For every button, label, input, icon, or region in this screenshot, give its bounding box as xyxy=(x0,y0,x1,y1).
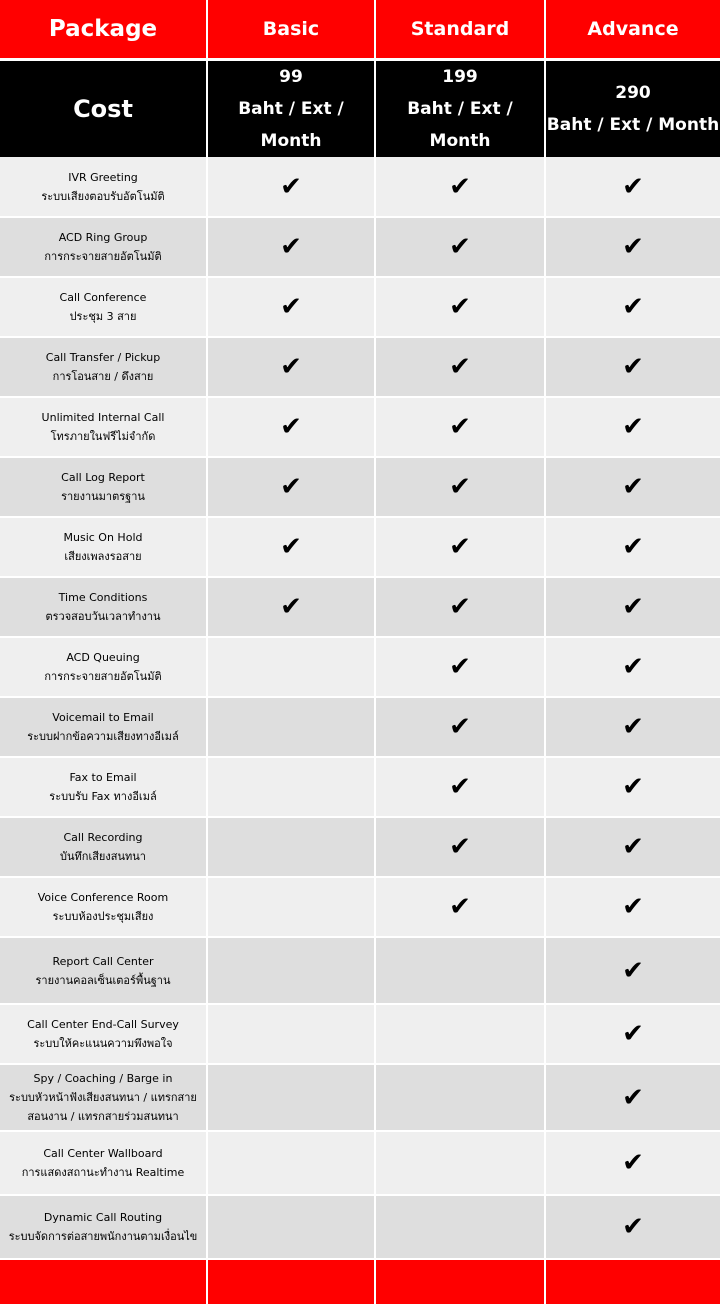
check-icon: ✔ xyxy=(280,292,302,322)
feature-name-en: Fax to Email xyxy=(69,771,137,784)
check-icon: ✔ xyxy=(622,1019,644,1049)
feature-name-th: ประชุม 3 สาย xyxy=(69,310,137,323)
availability-advance xyxy=(545,217,720,277)
feature-name-th: การแสดงสถานะทำงาน Realtime xyxy=(21,1166,185,1179)
feature-name-en: ACD Queuing xyxy=(66,651,140,664)
feature-row xyxy=(0,157,720,217)
feature-name-en: Unlimited Internal Call xyxy=(41,411,165,424)
feature-name-th-line2: สอนงาน / แทรกสายร่วมสนทนา xyxy=(27,1110,179,1123)
feature-name-cell xyxy=(0,637,207,697)
check-icon: ✔ xyxy=(622,772,644,802)
feature-row xyxy=(0,1004,720,1064)
feature-row xyxy=(0,1195,720,1259)
feature-name-th: การกระจายสายอัตโนมัติ xyxy=(44,670,162,683)
check-icon: ✔ xyxy=(622,412,644,442)
feature-name-th: เสียงเพลงรอสาย xyxy=(64,550,142,563)
availability-standard xyxy=(375,817,545,877)
feature-name-th: ระบบรับ Fax ทางอีเมล์ xyxy=(49,790,157,803)
feature-row xyxy=(0,517,720,577)
feature-name-en: Time Conditions xyxy=(58,591,148,604)
availability-standard xyxy=(375,637,545,697)
cost-row xyxy=(0,61,720,157)
availability-basic xyxy=(207,697,375,757)
availability-basic xyxy=(207,337,375,397)
feature-row xyxy=(0,697,720,757)
feature-row xyxy=(0,877,720,937)
availability-advance xyxy=(545,397,720,457)
check-icon: ✔ xyxy=(622,892,644,922)
check-icon: ✔ xyxy=(622,352,644,382)
availability-standard xyxy=(375,1064,545,1131)
availability-basic xyxy=(207,277,375,337)
check-icon: ✔ xyxy=(449,232,471,262)
availability-advance xyxy=(545,757,720,817)
cost-standard xyxy=(375,61,545,157)
check-icon: ✔ xyxy=(449,532,471,562)
feature-name-en: Music On Hold xyxy=(63,531,143,544)
check-icon: ✔ xyxy=(449,352,471,382)
check-icon: ✔ xyxy=(622,472,644,502)
plan-header-basic: Basic xyxy=(207,0,375,58)
availability-basic xyxy=(207,217,375,277)
check-icon: ✔ xyxy=(449,472,471,502)
plan-header-standard: Standard xyxy=(375,0,545,58)
price-advance: 290 xyxy=(615,83,651,103)
availability-advance xyxy=(545,577,720,637)
feature-name-en: Voicemail to Email xyxy=(52,711,154,724)
check-icon: ✔ xyxy=(280,412,302,442)
feature-name-cell xyxy=(0,1064,207,1131)
availability-basic xyxy=(207,637,375,697)
feature-name-cell xyxy=(0,757,207,817)
check-icon: ✔ xyxy=(280,171,302,202)
availability-basic xyxy=(207,1004,375,1064)
plan-header-advance: Advance xyxy=(545,0,720,58)
feature-name-th: ระบบห้องประชุมเสียง xyxy=(52,910,154,923)
availability-basic xyxy=(207,157,375,217)
feature-name-cell xyxy=(0,697,207,757)
feature-name-th: ตรวจสอบวันเวลาทำงาน xyxy=(45,610,161,623)
availability-standard xyxy=(375,157,545,217)
feature-name-en: Call Transfer / Pickup xyxy=(45,351,161,364)
feature-name-cell xyxy=(0,157,207,217)
check-icon: ✔ xyxy=(280,472,302,502)
feature-row xyxy=(0,817,720,877)
availability-standard xyxy=(375,1131,545,1195)
availability-standard xyxy=(375,1195,545,1259)
availability-basic xyxy=(207,517,375,577)
feature-row xyxy=(0,1064,720,1131)
availability-advance xyxy=(545,937,720,1004)
feature-name-cell xyxy=(0,877,207,937)
feature-row xyxy=(0,637,720,697)
price-unit-standard: Baht / Ext / Month xyxy=(407,99,513,151)
check-icon: ✔ xyxy=(622,712,644,742)
check-icon: ✔ xyxy=(622,832,644,862)
availability-advance xyxy=(545,1131,720,1195)
availability-basic xyxy=(207,1195,375,1259)
feature-row xyxy=(0,277,720,337)
availability-standard xyxy=(375,397,545,457)
feature-name-cell xyxy=(0,817,207,877)
availability-standard xyxy=(375,517,545,577)
feature-name-en: Call Center End-Call Survey xyxy=(27,1018,179,1031)
feature-name-en: Call Log Report xyxy=(61,471,145,484)
feature-name-en: ACD Ring Group xyxy=(58,231,148,244)
feature-name-en: Call Recording xyxy=(63,831,143,844)
availability-advance xyxy=(545,517,720,577)
availability-standard xyxy=(375,877,545,937)
feature-row xyxy=(0,337,720,397)
feature-name-cell xyxy=(0,517,207,577)
feature-name-th: ระบบหัวหน้าฟังเสียงสนทนา / แทรกสาย xyxy=(9,1091,197,1104)
check-icon: ✔ xyxy=(622,292,644,322)
feature-name-cell xyxy=(0,1195,207,1259)
check-icon: ✔ xyxy=(449,712,471,742)
feature-row xyxy=(0,457,720,517)
check-icon: ✔ xyxy=(622,232,644,262)
availability-advance xyxy=(545,877,720,937)
check-icon: ✔ xyxy=(280,592,302,622)
feature-name-th: การกระจายสายอัตโนมัติ xyxy=(44,250,162,263)
feature-name-cell xyxy=(0,337,207,397)
feature-name-cell xyxy=(0,277,207,337)
feature-name-en: IVR Greeting xyxy=(68,170,138,184)
availability-basic xyxy=(207,1131,375,1195)
availability-standard xyxy=(375,577,545,637)
feature-name-cell xyxy=(0,1131,207,1195)
feature-name-cell xyxy=(0,217,207,277)
availability-advance xyxy=(545,337,720,397)
availability-advance xyxy=(545,1004,720,1064)
availability-basic xyxy=(207,397,375,457)
feature-name-cell xyxy=(0,397,207,457)
price-basic: 99 xyxy=(279,67,303,87)
availability-basic xyxy=(207,577,375,637)
availability-basic xyxy=(207,457,375,517)
check-icon: ✔ xyxy=(622,955,644,986)
header-row xyxy=(0,0,720,58)
availability-basic xyxy=(207,817,375,877)
feature-name-cell xyxy=(0,577,207,637)
feature-name-en: Report Call Center xyxy=(52,954,154,968)
feature-name-th: การโอนสาย / ดึงสาย xyxy=(52,370,154,383)
availability-standard xyxy=(375,937,545,1004)
check-icon: ✔ xyxy=(449,892,471,922)
feature-row xyxy=(0,757,720,817)
footer-bar xyxy=(0,1259,720,1304)
feature-row xyxy=(0,937,720,1004)
price-unit-advance: Baht / Ext / Month xyxy=(546,115,720,135)
feature-name-en: Dynamic Call Routing xyxy=(43,1211,163,1224)
cost-basic xyxy=(207,61,375,157)
availability-advance xyxy=(545,1064,720,1131)
feature-row xyxy=(0,397,720,457)
feature-name-th: ระบบจัดการต่อสายพนักงานตามเงื่อนไข xyxy=(8,1230,198,1243)
availability-standard xyxy=(375,1004,545,1064)
check-icon: ✔ xyxy=(622,1148,644,1178)
availability-advance xyxy=(545,817,720,877)
feature-name-th: รายงานมาตรฐาน xyxy=(61,490,145,503)
check-icon: ✔ xyxy=(280,232,302,262)
check-icon: ✔ xyxy=(280,352,302,382)
feature-name-th: รายงานคอลเซ็นเตอร์พื้นฐาน xyxy=(35,973,171,987)
check-icon: ✔ xyxy=(449,592,471,622)
availability-advance xyxy=(545,637,720,697)
check-icon: ✔ xyxy=(449,652,471,682)
availability-standard xyxy=(375,337,545,397)
check-icon: ✔ xyxy=(449,832,471,862)
feature-name-th: ระบบฝากข้อความเสียงทางอีเมล์ xyxy=(27,730,179,743)
feature-name-en: Call Center Wallboard xyxy=(43,1147,163,1160)
check-icon: ✔ xyxy=(622,592,644,622)
feature-row xyxy=(0,1131,720,1195)
check-icon: ✔ xyxy=(449,171,471,202)
availability-basic xyxy=(207,1064,375,1131)
availability-standard xyxy=(375,697,545,757)
availability-standard xyxy=(375,217,545,277)
feature-name-en: Spy / Coaching / Barge in xyxy=(33,1072,173,1085)
feature-row xyxy=(0,217,720,277)
availability-basic xyxy=(207,937,375,1004)
check-icon: ✔ xyxy=(622,171,644,202)
feature-name-cell xyxy=(0,457,207,517)
availability-advance xyxy=(545,157,720,217)
check-icon: ✔ xyxy=(622,532,644,562)
feature-name-en: Call Conference xyxy=(59,291,147,304)
feature-name-cell xyxy=(0,937,207,1004)
package-header: Package xyxy=(0,0,207,58)
feature-name-th: ระบบเสียงตอบรับอัตโนมัติ xyxy=(41,189,165,203)
availability-standard xyxy=(375,277,545,337)
price-standard: 199 xyxy=(442,67,478,87)
availability-advance xyxy=(545,1195,720,1259)
cost-label: Cost xyxy=(0,61,207,157)
check-icon: ✔ xyxy=(280,532,302,562)
availability-basic xyxy=(207,757,375,817)
cost-advance xyxy=(545,61,720,157)
availability-advance xyxy=(545,697,720,757)
feature-row xyxy=(0,577,720,637)
feature-name-th: บันทึกเสียงสนทนา xyxy=(60,850,146,863)
check-icon: ✔ xyxy=(622,1082,644,1113)
check-icon: ✔ xyxy=(449,292,471,322)
availability-advance xyxy=(545,457,720,517)
feature-name-th: โทรภายในฟรีไม่จำกัด xyxy=(50,430,156,443)
check-icon: ✔ xyxy=(449,412,471,442)
check-icon: ✔ xyxy=(449,772,471,802)
availability-advance xyxy=(545,277,720,337)
feature-name-cell xyxy=(0,1004,207,1064)
feature-name-en: Voice Conference Room xyxy=(37,891,169,904)
check-icon: ✔ xyxy=(622,652,644,682)
check-icon: ✔ xyxy=(622,1212,644,1242)
price-unit-basic: Baht / Ext / Month xyxy=(238,99,344,151)
availability-standard xyxy=(375,457,545,517)
availability-standard xyxy=(375,757,545,817)
availability-basic xyxy=(207,877,375,937)
feature-name-th: ระบบให้คะแนนความพึงพอใจ xyxy=(33,1037,173,1050)
